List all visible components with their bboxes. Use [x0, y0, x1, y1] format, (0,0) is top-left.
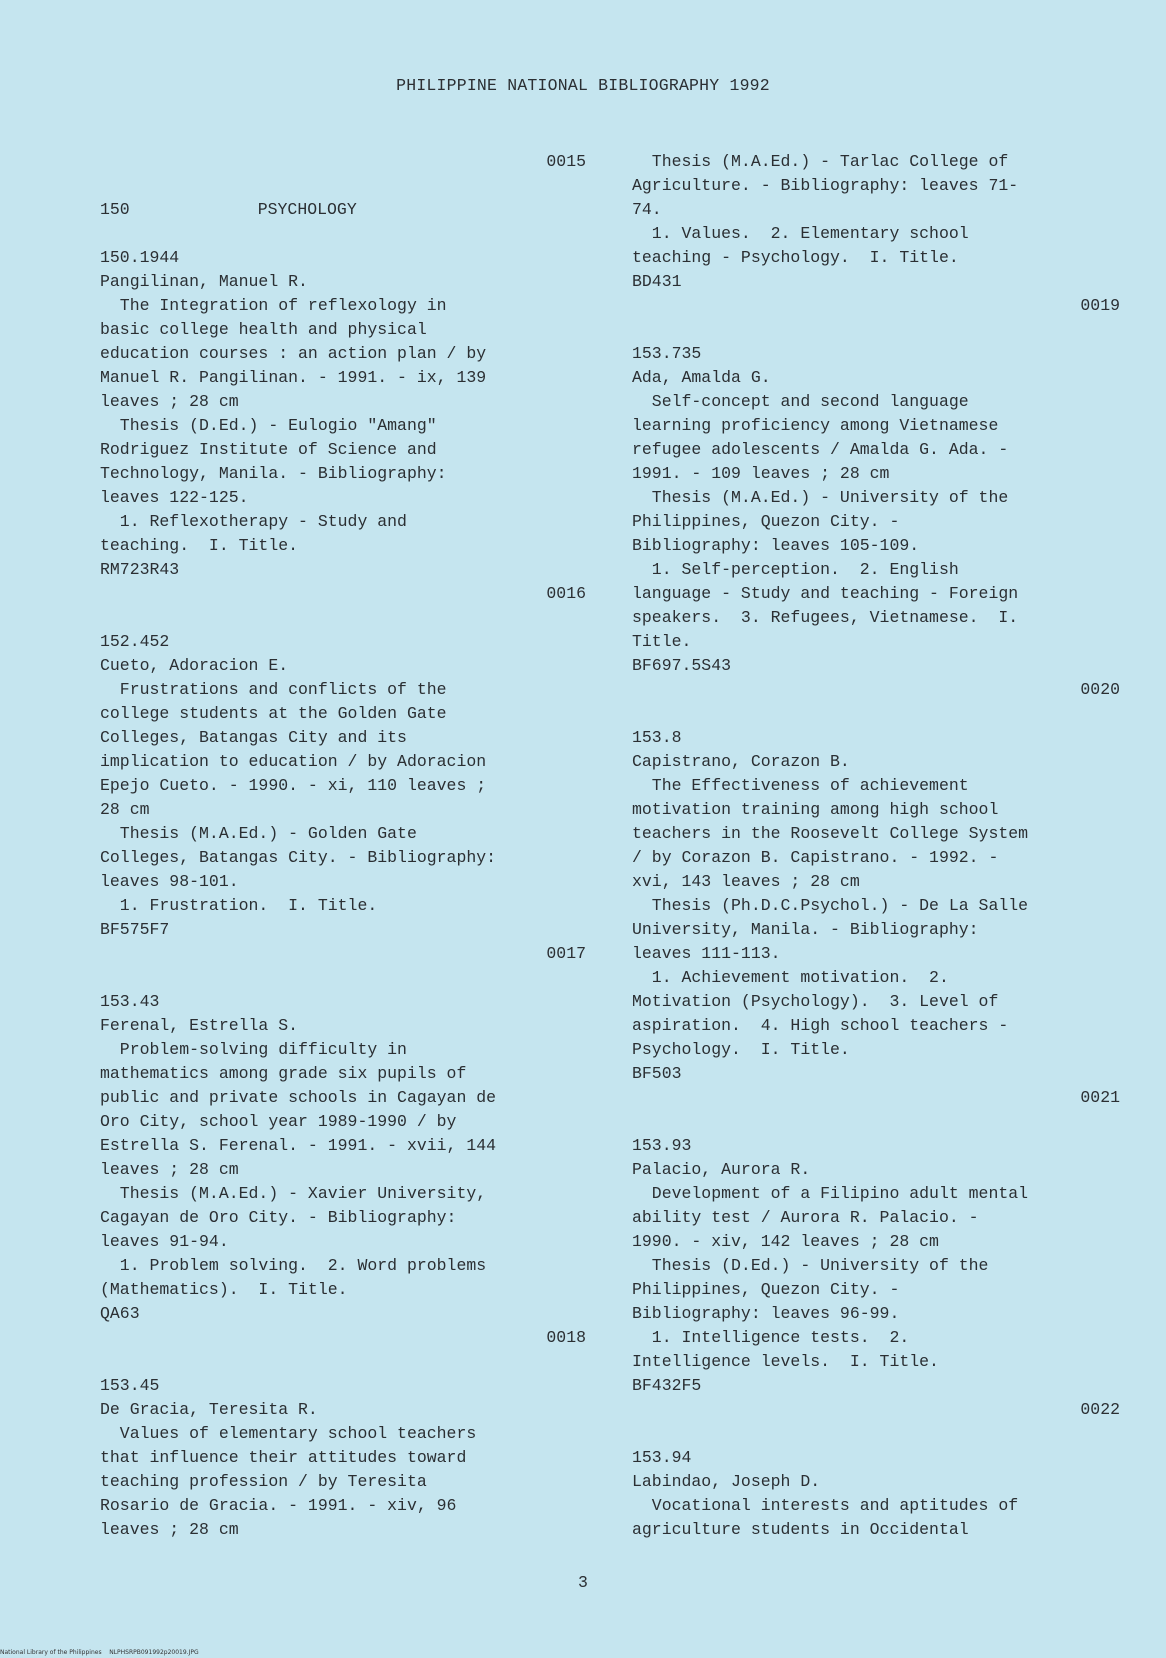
entry-line: BF575F7 [100, 920, 170, 939]
entry-line: 1. Problem solving. 2. Word problems [100, 1256, 487, 1275]
entry-line: University, Manila. - Bibliography: [632, 920, 979, 939]
entry-line: leaves 111-113. [632, 944, 781, 963]
entry-line: 153.93 [632, 1136, 692, 1155]
entry-number: 0016 [546, 584, 586, 603]
entry-line: 1. Reflexotherapy - Study and [100, 512, 407, 531]
entry-line: 74. [632, 200, 662, 219]
entry-line: 153.45 [100, 1376, 160, 1395]
entry-line: Epejo Cueto. - 1990. - xi, 110 leaves ; [100, 776, 487, 795]
entry-line: that influence their attitudes toward [100, 1448, 467, 1467]
entry-line: 1. Frustration. I. Title. [100, 896, 378, 915]
entry-line: Bibliography: leaves 96-99. [632, 1304, 900, 1323]
blank-line [632, 1422, 1120, 1446]
entry-line: refugee adolescents / Amalda G. Ada. - [632, 440, 1009, 459]
entry-line: / by Corazon B. Capistrano. - 1992. - [632, 848, 999, 867]
blank-line [632, 318, 1120, 342]
entry-line: teaching. I. Title. [100, 536, 299, 555]
entry-line: Thesis (Ph.D.C.Psychol.) - De La Salle [632, 896, 1029, 915]
entry-line: Thesis (D.Ed.) - University of the [632, 1256, 989, 1275]
entry-line: Title. [632, 632, 692, 651]
entry-line: Colleges, Batangas City. - Bibliography: [100, 848, 497, 867]
entry-line: leaves 98-101. [100, 872, 239, 891]
entry-line: xvi, 143 leaves ; 28 cm [632, 872, 860, 891]
entry-line: Psychology. I. Title. [632, 1040, 850, 1059]
entry-line: Development of a Filipino adult mental [632, 1184, 1029, 1203]
entry-line: motivation training among high school [632, 800, 999, 819]
entry-line: 1990. - xiv, 142 leaves ; 28 cm [632, 1232, 939, 1251]
entry-line: 150.1944 [100, 248, 180, 267]
entry-line: Estrella S. Ferenal. - 1991. - xvii, 144 [100, 1136, 497, 1155]
section-number: 150 [100, 200, 130, 219]
entry-line: Intelligence levels. I. Title. [632, 1352, 939, 1371]
entry-line: implication to education / by Adoracion [100, 752, 487, 771]
blank-line [100, 222, 586, 246]
entry-line: BF697.5S43 [632, 656, 732, 675]
entry-line: basic college health and physical [100, 320, 427, 339]
entry-number: 0022 [1080, 1400, 1120, 1419]
page-number: 3 [578, 1573, 588, 1592]
entry-number: 0018 [546, 1328, 586, 1347]
entry-line: BF432F5 [632, 1376, 702, 1395]
blank-line [100, 606, 586, 630]
entry-number: 0015 [546, 152, 586, 171]
entry-line: De Gracia, Teresita R. [100, 1400, 318, 1419]
entry-line: Colleges, Batangas City and its [100, 728, 407, 747]
entry-line: Values of elementary school teachers [100, 1424, 477, 1443]
entry-line: 152.452 [100, 632, 170, 651]
entry-line: Thesis (M.A.Ed.) - Golden Gate [100, 824, 417, 843]
entry-line: (Mathematics). I. Title. [100, 1280, 348, 1299]
entry-line: speakers. 3. Refugees, Vietnamese. I. [632, 608, 1019, 627]
entry-line: college students at the Golden Gate [100, 704, 447, 723]
entry-line: RM723R43 [100, 560, 180, 579]
section-heading [100, 198, 586, 222]
entry-line: teaching - Psychology. I. Title. [632, 248, 959, 267]
entry-line: leaves ; 28 cm [100, 1160, 239, 1179]
running-head: PHILIPPINE NATIONAL BIBLIOGRAPHY 1992 [396, 76, 770, 95]
entry-line: Frustrations and conflicts of the [100, 680, 447, 699]
entry-line: Motivation (Psychology). 3. Level of [632, 992, 999, 1011]
entry-line: Rodriguez Institute of Science and [100, 440, 437, 459]
entry-line: Thesis (M.A.Ed.) - Tarlac College of [632, 152, 1009, 171]
entry-line: teachers in the Roosevelt College System [632, 824, 1029, 843]
entry-line: education courses : an action plan / by [100, 344, 487, 363]
entry-line: 153.43 [100, 992, 160, 1011]
entry-number: 0021 [1080, 1088, 1120, 1107]
entry-line: Vocational interests and aptitudes of [632, 1496, 1019, 1515]
entry-line: Agriculture. - Bibliography: leaves 71- [632, 176, 1019, 195]
entry-line: 153.8 [632, 728, 682, 747]
entry-line: learning proficiency among Vietnamese [632, 416, 999, 435]
entry-line: leaves ; 28 cm [100, 392, 239, 411]
entry-line: The Effectiveness of achievement [632, 776, 969, 795]
entry-line: Pangilinan, Manuel R. [100, 272, 308, 291]
entry-line: Thesis (D.Ed.) - Eulogio "Amang" [100, 416, 437, 435]
entry-line: 1. Intelligence tests. 2. [632, 1328, 910, 1347]
entry-line: 1. Self-perception. 2. English [632, 560, 959, 579]
entry-line: Ada, Amalda G. [632, 368, 771, 387]
entry-line: aspiration. 4. High school teachers - [632, 1016, 1009, 1035]
entry-line: ability test / Aurora R. Palacio. - [632, 1208, 979, 1227]
entry-line: Palacio, Aurora R. [632, 1160, 811, 1179]
entry-number: 0019 [1080, 296, 1120, 315]
entry-number: 0017 [546, 944, 586, 963]
entry-line: teaching profession / by Teresita [100, 1472, 427, 1491]
entry-line: mathematics among grade six pupils of [100, 1064, 467, 1083]
blank-line [100, 1350, 586, 1374]
blank-line [100, 966, 586, 990]
entry-line: Bibliography: leaves 105-109. [632, 536, 920, 555]
entry-line: Labindao, Joseph D. [632, 1472, 821, 1491]
entry-line: Cagayan de Oro City. - Bibliography: [100, 1208, 457, 1227]
entry-line: 28 cm [100, 800, 150, 819]
entry-line: 1. Values. 2. Elementary school [632, 224, 969, 243]
entry-line: Problem-solving difficulty in [100, 1040, 407, 1059]
section-title: PSYCHOLOGY [257, 200, 357, 219]
blank-line [632, 1110, 1120, 1134]
entry-line: 153.735 [632, 344, 702, 363]
entry-line: Thesis (M.A.Ed.) - Xavier University, [100, 1184, 487, 1203]
scan-footer-note: National Library of the Philippines NLPHSRPB091992p20019.JPG [0, 1649, 199, 1656]
entry-line: Manuel R. Pangilinan. - 1991. - ix, 139 [100, 368, 487, 387]
entry-line: leaves ; 28 cm [100, 1520, 239, 1539]
blank-line [632, 702, 1120, 726]
entry-line: Philippines, Quezon City. - [632, 512, 900, 531]
entry-line: BF503 [632, 1064, 682, 1083]
entry-line: public and private schools in Cagayan de [100, 1088, 497, 1107]
right-column [632, 150, 1120, 1542]
entry-number: 0020 [1080, 680, 1120, 699]
entry-line: leaves 122-125. [100, 488, 249, 507]
entry-line: Ferenal, Estrella S. [100, 1016, 299, 1035]
entry-line: BD431 [632, 272, 682, 291]
entry-line: Rosario de Gracia. - 1991. - xiv, 96 [100, 1496, 457, 1515]
blank-line [100, 174, 586, 198]
entry-line: The Integration of reflexology in [100, 296, 447, 315]
entry-line: agriculture students in Occidental [632, 1520, 969, 1539]
entry-line: 1991. - 109 leaves ; 28 cm [632, 464, 890, 483]
entry-line: Self-concept and second language [632, 392, 969, 411]
entry-line: Capistrano, Corazon B. [632, 752, 850, 771]
entry-line: Philippines, Quezon City. - [632, 1280, 900, 1299]
entry-line: 1. Achievement motivation. 2. [632, 968, 949, 987]
entry-line: Thesis (M.A.Ed.) - University of the [632, 488, 1009, 507]
left-column [100, 150, 586, 1542]
entry-line: Oro City, school year 1989-1990 / by [100, 1112, 457, 1131]
entry-line: QA63 [100, 1304, 140, 1323]
entry-line: leaves 91-94. [100, 1232, 229, 1251]
entry-line: language - Study and teaching - Foreign [632, 584, 1019, 603]
entry-line: Technology, Manila. - Bibliography: [100, 464, 447, 483]
entry-line: Cueto, Adoracion E. [100, 656, 289, 675]
entry-line: 153.94 [632, 1448, 692, 1467]
